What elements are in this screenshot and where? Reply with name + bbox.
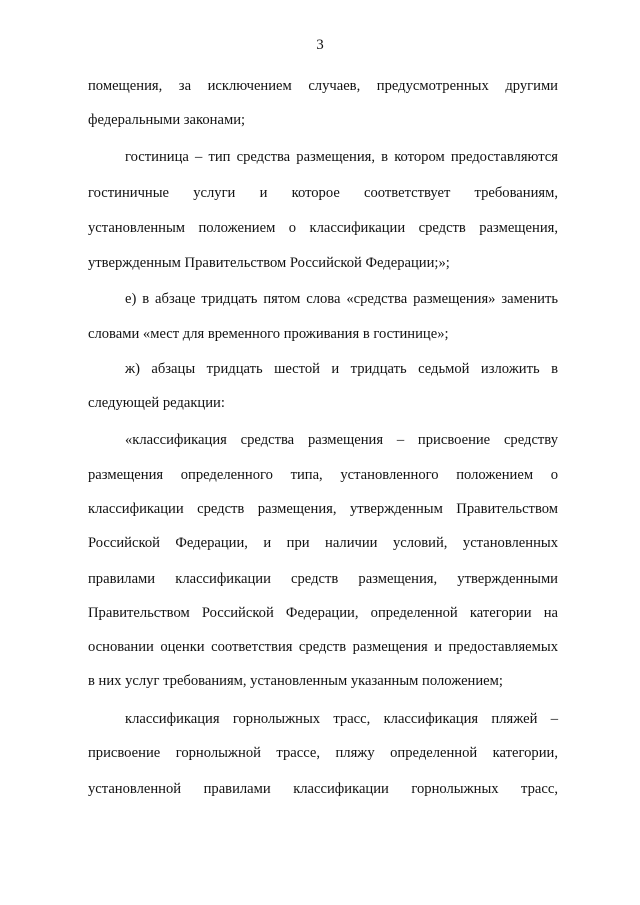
text-line: «классификация средства размещения – присвоение средству (125, 432, 558, 448)
text-line: ж) абзацы тридцать шестой и тридцать седьмой изложить в (125, 361, 558, 377)
text-line: федеральными законами; (88, 112, 246, 128)
text-line: классификации средств размещения, утвержденным Правительством (88, 501, 558, 517)
text-line: основании оценки соответствия средств размещения и предоставляемых (88, 639, 558, 655)
text-line: утвержденным Правительством Российской Федерации;»; (88, 255, 450, 271)
text-line: гостиница – тип средства размещения, в котором предоставляются (125, 149, 558, 165)
text-line: помещения, за исключением случаев, предусмотренных другими (88, 78, 558, 94)
text-line: установленной правилами классификации горнолыжных трасс, (88, 781, 558, 797)
text-line: в них услуг требованиям, установленным указанным положением; (88, 673, 503, 689)
text-line: Правительством Российской Федерации, определенной категории на (88, 605, 558, 621)
text-line: Российской Федерации, и при наличии условий, установленных (88, 535, 558, 551)
text-line: правилами классификации средств размещения, утвержденными (88, 571, 558, 587)
text-line: гостиничные услуги и которое соответствует требованиям, (88, 185, 558, 201)
text-line: установленным положением о классификации средств размещения, (88, 220, 558, 236)
text-line: е) в абзаце тридцать пятом слова «средства размещения» заменить (125, 291, 558, 307)
text-line: следующей редакции: (88, 395, 225, 411)
text-line: размещения определенного типа, установленного положением о (88, 467, 558, 483)
text-line: присвоение горнолыжной трассе, пляжу определенной категории, (88, 745, 558, 761)
text-line: классификация горнолыжных трасс, классификация пляжей – (125, 711, 558, 727)
page-number: 3 (316, 37, 324, 53)
text-line: словами «мест для временного проживания в гостинице»; (88, 326, 449, 342)
